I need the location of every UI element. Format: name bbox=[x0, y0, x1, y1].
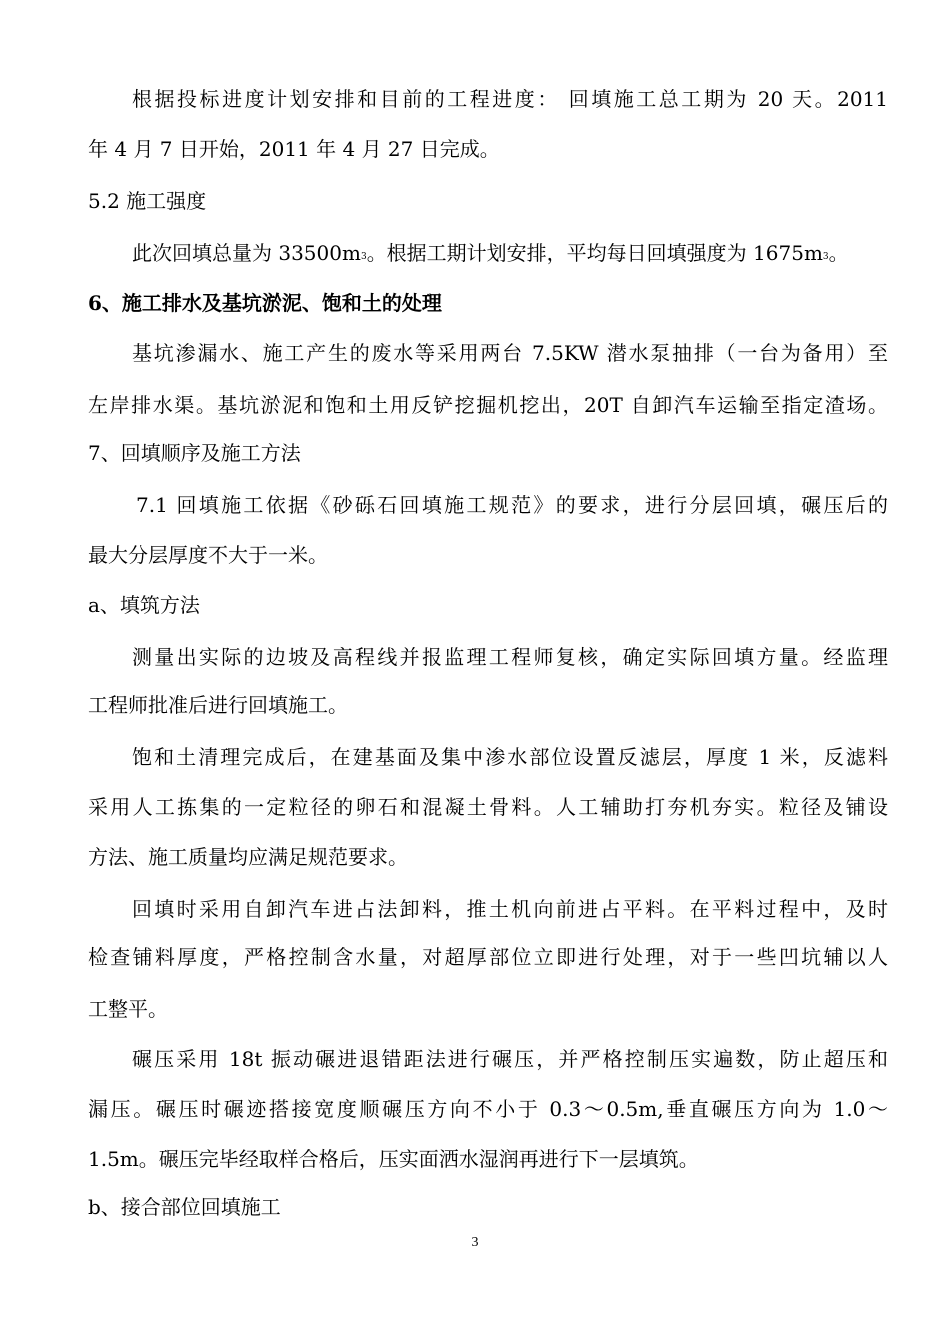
superscript-1: 3 bbox=[360, 252, 367, 262]
paragraph-schedule-line-2: 年 4 月 7 日开始，2011 年 4 月 27 日完成。 bbox=[88, 137, 500, 161]
page-number: 3 bbox=[471, 1235, 479, 1250]
paragraph-filter-line-1: 饱和土清理完成后，在建基面及集中渗水部位设置反滤层，厚度 1 米，反滤料 bbox=[132, 745, 888, 769]
paragraph-dumping-line-2: 检查铺料厚度，严格控制含水量，对超厚部位立即进行处理，对于一些凹坑辅以人 bbox=[88, 945, 888, 969]
paragraph-compaction-line-3: 1.5m。碾压完毕经取样合格后，压实面洒水湿润再进行下一层填筑。 bbox=[88, 1147, 699, 1171]
subheading-a: a、填筑方法 bbox=[88, 593, 200, 617]
paragraph-compaction-line-1: 碾压采用 18t 振动碾进退错距法进行碾压，并严格控制压实遍数，防止超压和 bbox=[132, 1047, 888, 1071]
paragraph-drainage-line-1: 基坑渗漏水、施工产生的废水等采用两台 7.5KW 潜水泵抽排（一台为备用）至 bbox=[132, 341, 888, 365]
paragraph-dumping-line-3: 工整平。 bbox=[88, 997, 168, 1021]
intensity-text-b: 。根据工期计划安排，平均每日回填强度为 1675m bbox=[366, 241, 823, 265]
paragraph-schedule-line-1: 根据投标进度计划安排和目前的工程进度： 回填施工总工期为 20 天。2011 bbox=[132, 87, 888, 111]
paragraph-7-1-line-1: 7.1 回填施工依据《砂砾石回填施工规范》的要求，进行分层回填，碾压后的 bbox=[136, 493, 888, 517]
paragraph-survey-line-1: 测量出实际的边坡及高程线并报监理工程师复核，确定实际回填方量。经监理 bbox=[132, 645, 888, 669]
intensity-text-a: 此次回填总量为 33500m bbox=[132, 241, 361, 265]
subheading-b: b、接合部位回填施工 bbox=[88, 1195, 281, 1219]
paragraph-dumping-line-1: 回填时采用自卸汽车进占法卸料，推土机向前进占平料。在平料过程中，及时 bbox=[132, 897, 888, 921]
paragraph-compaction-line-2: 漏压。碾压时碾迹搭接宽度顺碾压方向不小于 0.3～0.5m,垂直碾压方向为 1.0～ bbox=[88, 1097, 888, 1121]
paragraph-drainage-line-2: 左岸排水渠。基坑淤泥和饱和土用反铲挖掘机挖出，20T 自卸汽车运输至指定渣场。 bbox=[88, 393, 888, 417]
section-heading-6: 6、施工排水及基坑淤泥、饱和土的处理 bbox=[88, 291, 442, 315]
intensity-text-c: 。 bbox=[828, 241, 849, 265]
paragraph-survey-line-2: 工程师批准后进行回填施工。 bbox=[88, 693, 348, 717]
paragraph-filter-line-2: 采用人工拣集的一定粒径的卵石和混凝土骨料。人工辅助打夯机夯实。粒径及铺设 bbox=[88, 795, 888, 819]
paragraph-7-1-line-2: 最大分层厚度不大于一米。 bbox=[88, 543, 328, 567]
section-heading-7: 7、回填顺序及施工方法 bbox=[88, 441, 301, 465]
section-heading-5-2: 5.2 施工强度 bbox=[88, 189, 207, 213]
superscript-2: 3 bbox=[822, 252, 829, 262]
paragraph-filter-line-3: 方法、施工质量均应满足规范要求。 bbox=[88, 845, 408, 869]
paragraph-intensity bbox=[132, 238, 888, 273]
